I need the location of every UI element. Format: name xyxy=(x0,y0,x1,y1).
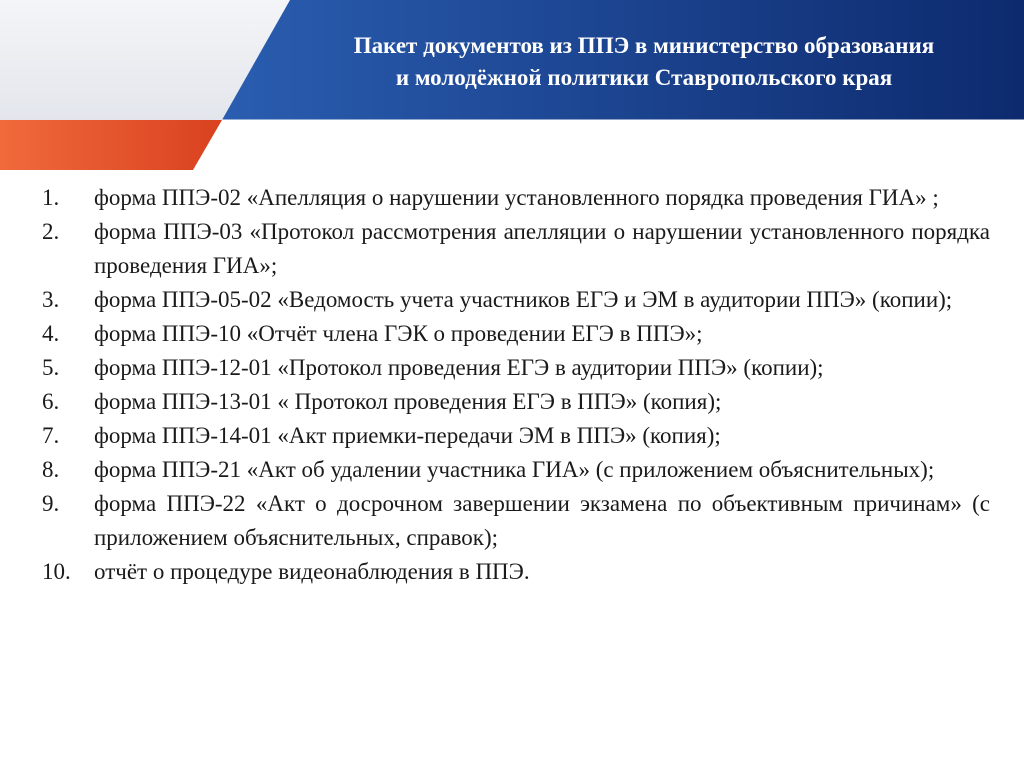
list-item-text: форма ППЭ-22 «Акт о досрочном завершении экзамена по объективным причинам» (с приложением объяснительных, справок); xyxy=(94,491,990,550)
list-item xyxy=(42,555,990,589)
list-item xyxy=(42,181,990,215)
list-item-number: 8. xyxy=(42,457,60,482)
list-item-number: 5. xyxy=(42,355,60,380)
header-red-stripe xyxy=(0,120,222,170)
list-item xyxy=(42,283,990,317)
list-item-number: 4. xyxy=(42,321,60,346)
list-item-text: форма ППЭ-05-02 «Ведомость учета участников ЕГЭ и ЭМ в аудитории ППЭ» (копии); xyxy=(94,287,953,312)
list-item-text: форма ППЭ-14-01 «Акт приемки-передачи ЭМ в ППЭ» (копия); xyxy=(94,423,721,448)
list-item xyxy=(42,317,990,351)
list-item-text: форма ППЭ-12-01 «Протокол проведения ЕГЭ в аудитории ППЭ» (копии); xyxy=(94,355,824,380)
list-item xyxy=(42,487,990,555)
list-item xyxy=(42,453,990,487)
list-item-text: отчёт о процедуре видеонаблюдения в ППЭ. xyxy=(94,559,530,584)
list-item-number: 10. xyxy=(42,559,71,584)
list-item-number: 7. xyxy=(42,423,60,448)
list-item-text: форма ППЭ-10 «Отчёт члена ГЭК о проведении ЕГЭ в ППЭ»; xyxy=(94,321,703,346)
list-item-number: 2. xyxy=(42,219,60,244)
list-item-number: 6. xyxy=(42,389,60,414)
page-title-line-2: и молодёжной политики Ставропольского края xyxy=(395,65,893,90)
list-item-number: 3. xyxy=(42,287,60,312)
list-item-text: форма ППЭ-21 «Акт об удалении участника ГИА» (с приложением объяснительных); xyxy=(94,457,935,482)
list-item xyxy=(42,215,990,283)
list-item-number: 9. xyxy=(42,491,60,516)
list-item-number: 1. xyxy=(42,185,60,210)
list-item xyxy=(42,385,990,419)
list-item-text: форма ППЭ-13-01 « Протокол проведения ЕГЭ в ППЭ» (копия); xyxy=(94,389,722,414)
documents-list xyxy=(42,181,990,589)
list-item xyxy=(42,351,990,385)
page-title xyxy=(258,30,1024,94)
list-item-text: форма ППЭ-02 «Апелляция о нарушении установленного порядка проведения ГИА» ; xyxy=(94,185,939,210)
page-title-line-1: Пакет документов из ППЭ в министерство образования xyxy=(353,33,935,58)
list-item-text: форма ППЭ-03 «Протокол рассмотрения апелляции о нарушении установленного порядка проведения ГИА»; xyxy=(94,219,990,278)
list-item xyxy=(42,419,990,453)
